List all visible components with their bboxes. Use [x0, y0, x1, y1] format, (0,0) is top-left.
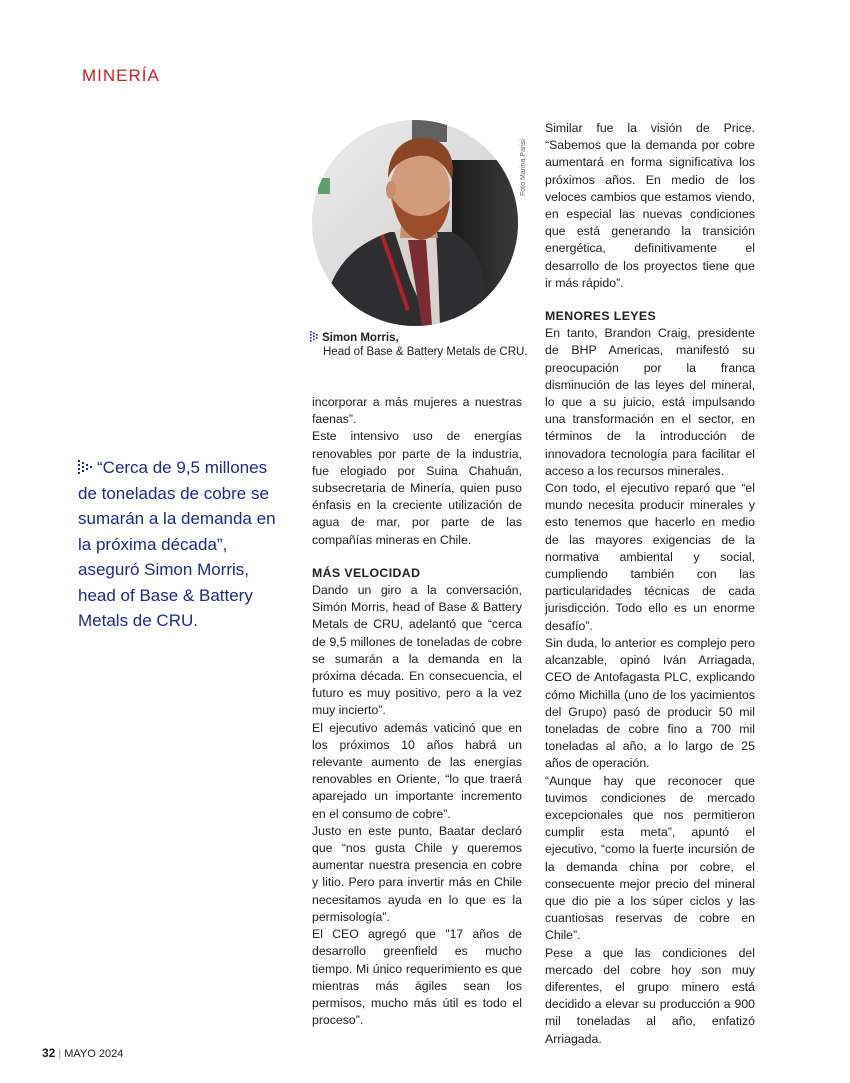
- photo-credit: Foto Marina Parisi: [520, 139, 527, 196]
- paragraph: incorporar a más mujeres a nuestras faenas”.: [312, 395, 522, 427]
- right-column: [545, 120, 755, 1048]
- paragraph: Con todo, el ejecutivo reparó que “el mundo necesita producir minerales y esto tenemos que hacerlo en medio de las mayores exigencias de la normativa ambiental y social, cumpliendo también con las particularidades técnicas de cada jurisdicción. Todo ello es un enorme desafío”.: [545, 481, 755, 633]
- paragraph: El CEO agregó que "17 años de desarrollo greenfield es mucho tiempo. Mi único requerimiento es que mientras más ágiles sean los permisos, mucho más útil es todo el proceso”.: [312, 927, 522, 1028]
- quote-dots-icon: [78, 460, 92, 474]
- caption-name: Simon Morris,: [322, 332, 399, 344]
- subheading-menores-leyes: MENORES LEYES: [545, 309, 657, 324]
- middle-column: [312, 394, 522, 1029]
- paragraph: Sin duda, lo anterior es complejo pero alcanzable, opinó Iván Arriagada, CEO de Antofagasta PLC, explicando cómo Michilla (uno de los yacimientos del Grupo) pasó de producir 50 mil toneladas de cobre fino a 700 mil toneladas al año, a lo largo de 25 años de operación.: [545, 635, 755, 771]
- section-label: MINERÍA: [82, 66, 160, 85]
- paragraph: En tanto, Brandon Craig, presidente de BHP Americas, manifestó su preocupación por la franca disminución de las leyes del mineral, lo que a su juicio, está impulsando una transformación en el sector, en términos de la introducción de innovadora tecnología para facilitar el acceso a los recursos minerales.: [545, 326, 755, 478]
- paragraph: Justo en este punto, Baatar declaró que “nos gusta Chile y queremos aumentar nuestra presencia en cobre y litio. Pero para invertir más en Chile necesitamos ayuda en lo que es la permisología”.: [312, 823, 522, 924]
- subheading-mas-velocidad: MÁS VELOCIDAD: [312, 565, 421, 580]
- page-footer: 32 | MAYO 2024: [42, 1046, 124, 1060]
- photo-caption: [310, 331, 535, 359]
- caption-role: Head of Base & Battery Metals de CRU.: [323, 346, 528, 358]
- paragraph: Similar fue la visión de Price. “Sabemos que la demanda por cobre aumentará en forma significativa los próximos años. En medio de los veloces cambios que estamos viendo, en especial las nuevas condiciones que está generando la transición energética, definitivamente el desarrollo de los proyectos tiene que ir más rápido”.: [545, 121, 755, 290]
- portrait-photo: [312, 120, 518, 326]
- page-number: 32: [42, 1046, 56, 1060]
- paragraph: Pese a que las condiciones del mercado del cobre hoy son muy diferentes, el grupo minero está decidido a elevar su producción a 900 mil toneladas al año, enfatizó Arriagada.: [545, 945, 755, 1046]
- pull-quote-text: “Cerca de 9,5 millones de toneladas de cobre se sumarán a la demanda en la próxima década”, aseguró Simon Morris, head of Base & Battery Metals de CRU.: [78, 458, 276, 630]
- issue-date: MAYO 2024: [64, 1048, 124, 1060]
- caption-dots-icon: [310, 331, 319, 342]
- paragraph: Dando un giro a la conversación, Simón Morris, head of Base & Battery Metals de CRU, adelantó que “cerca de 9,5 millones de toneladas de cobre se sumarán a la demanda en la próxima década. En consecuencia, el futuro es muy positivo, pero a la vez muy incierto”.: [312, 583, 522, 718]
- paragraph: “Aunque hay que reconocer que tuvimos condiciones de mercado excepcionales que nos permitieron cumplir esta meta”, apuntó el ejecutivo, “como la fuerte incursión de la demanda china por cobre, el consecuente mejor precio del mineral que dio pie a los súper ciclos y las cuantiosas reservas de cobre en Chile”.: [545, 773, 755, 943]
- paragraph: El ejecutivo además vaticinó que en los próximos 10 años habrá un relevante aumento de las energías renovables en Oriente, “lo que traerá aparejado un importante incremento en el consumo de cobre”.: [312, 720, 522, 821]
- pull-quote: [78, 455, 288, 634]
- paragraph: Este intensivo uso de energías renovables por parte de la industria, fue elogiado por Suina Chahuán, subsecretaria de Minería, quien puso énfasis en la creciente utilización de agua de mar, por parte de las compañías mineras en Chile.: [312, 429, 522, 547]
